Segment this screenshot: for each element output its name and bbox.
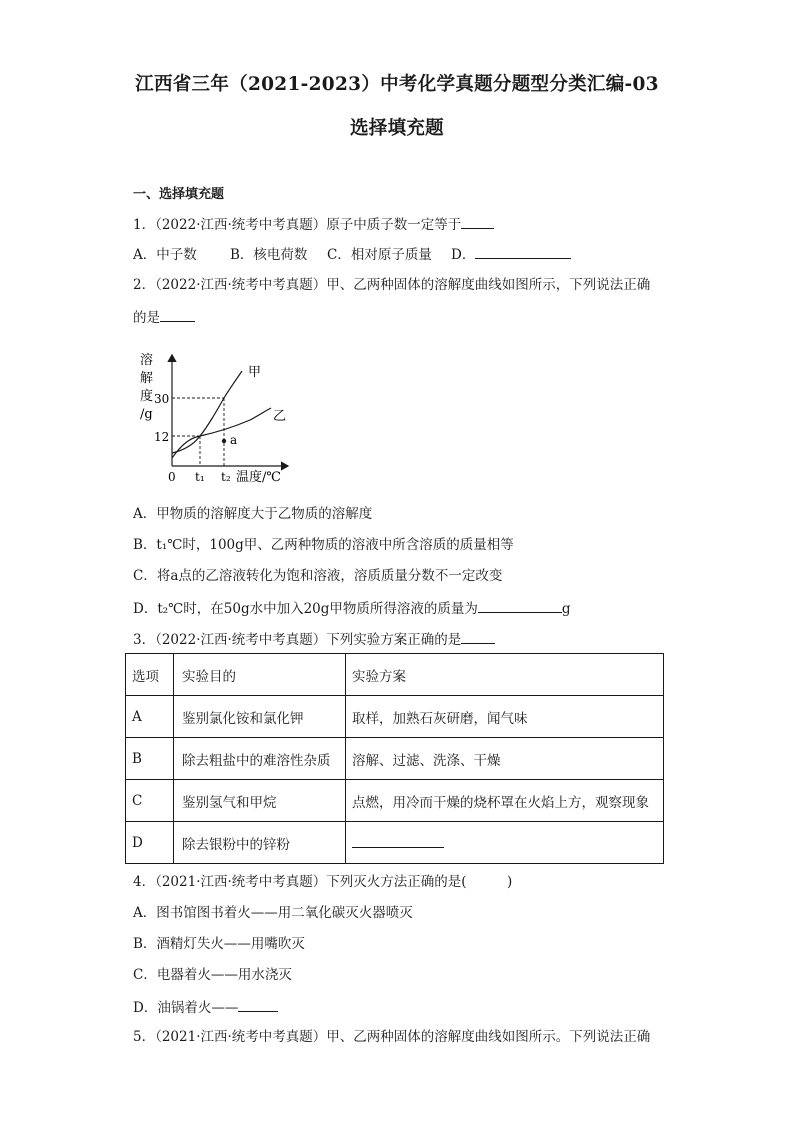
- table-cell: 鉴别氯化铵和氯化钾: [174, 696, 346, 738]
- question-5-stem: 5．（2021·江西·统考中考真题）甲、乙两种固体的溶解度曲线如图所示。下列说法正确: [133, 1029, 651, 1045]
- question-4-option-a: A．图书馆图书着火——用二氧化碳灭火器喷灭: [133, 905, 413, 921]
- question-2-option-d: [133, 598, 571, 618]
- question-2-option-b: B．t₁℃时，100g甲、乙两种物质的溶液中所含溶质的质量相等: [133, 537, 514, 553]
- question-1-stem: [133, 214, 494, 234]
- series-yi-label: 乙: [273, 409, 287, 424]
- y-axis-label-4: /g: [140, 407, 153, 422]
- table-cell: 点燃，用冷而干燥的烧杯罩在火焰上方，观察现象: [346, 780, 664, 822]
- question-4-option-c: C．电器着火——用水浇灭: [133, 967, 292, 983]
- x-tick-label: t₁: [195, 470, 205, 484]
- table-cell: C: [126, 780, 174, 822]
- answer-blank: [160, 307, 195, 322]
- option-c: C．相对原子质量: [327, 247, 432, 263]
- y-axis-label-2: 解: [140, 371, 154, 386]
- section-heading: 一、选择填充题: [133, 187, 225, 202]
- table-row: [126, 822, 664, 864]
- table-cell: 除去粗盐中的难溶性杂质: [174, 738, 346, 780]
- y-axis-label-1: 溶: [140, 353, 154, 368]
- question-3-stem: [133, 629, 495, 649]
- question-1-options: [133, 244, 571, 264]
- question-4-option-b: B．酒精灯失火——用嘴吹灭: [133, 936, 305, 952]
- table-row: [126, 738, 664, 780]
- y-axis-label-3: 度: [140, 389, 154, 404]
- option-d-text: D．油锅着火——: [133, 1000, 239, 1016]
- y-tick-label: 12: [154, 430, 170, 444]
- y-tick-label: 30: [154, 392, 170, 406]
- question-4-option-d: [133, 997, 278, 1017]
- question-2-text: 的是: [133, 310, 160, 326]
- table-row: [126, 780, 664, 822]
- question-4-stem: 4．（2021·江西·统考中考真题）下列灭火方法正确的是( ): [133, 874, 513, 890]
- option-d-text: D．t₂℃时，在50g水中加入20g甲物质所得溶液的质量为: [133, 601, 478, 617]
- question-2-option-c: C．将a点的乙溶液转化为饱和溶液，溶质质量分数不一定改变: [133, 568, 503, 584]
- answer-blank: [461, 629, 495, 644]
- table-cell: 除去银粉中的锌粉: [174, 822, 346, 864]
- question-2-stem-line1: 2．（2022·江西·统考中考真题）甲、乙两种固体的溶解度曲线如图所示，下列说法正确: [133, 277, 651, 293]
- point-a-label: a: [230, 433, 238, 447]
- table-row: [126, 696, 664, 738]
- question-1-text: 1．（2022·江西·统考中考真题）原子中质子数一定等于: [133, 217, 462, 233]
- answer-blank: [352, 833, 444, 848]
- point-a-marker: [222, 439, 226, 443]
- option-b: B．核电荷数: [230, 247, 308, 263]
- series-yi-curve: [172, 408, 271, 458]
- table-header-cell: 实验目的: [174, 654, 346, 696]
- option-d: D．: [451, 247, 476, 263]
- option-d-unit: g: [561, 601, 571, 617]
- document-title-line1: 江西省三年（2021-2023）中考化学真题分题型分类汇编-03: [135, 74, 659, 95]
- answer-blank: [475, 244, 571, 259]
- table-cell: 鉴别氢气和甲烷: [174, 780, 346, 822]
- answer-blank: [238, 997, 278, 1012]
- table-cell: A: [126, 696, 174, 738]
- question-2-option-a: A．甲物质的溶解度大于乙物质的溶解度: [133, 506, 373, 522]
- x-tick-label: t₂: [221, 470, 231, 484]
- table-cell: B: [126, 738, 174, 780]
- table-header-row: [126, 654, 664, 696]
- x-axis-label: 温度/℃: [236, 470, 281, 485]
- solubility-chart: [130, 340, 305, 485]
- question-2-stem-line2: [133, 307, 195, 327]
- question-3-text: 3．（2022·江西·统考中考真题）下列实验方案正确的是: [133, 632, 462, 648]
- origin-label: 0: [168, 470, 176, 484]
- table-cell: 取样，加熟石灰研磨，闻气味: [346, 696, 664, 738]
- option-a: A．中子数: [133, 247, 197, 263]
- table-header-cell: 选项: [126, 654, 174, 696]
- table-cell-blank: [346, 822, 664, 864]
- series-jia-label: 甲: [248, 365, 262, 380]
- table-cell: D: [126, 822, 174, 864]
- table-cell: 溶解、过滤、洗涤、干燥: [346, 738, 664, 780]
- document-title-line2: 选择填充题: [349, 118, 444, 139]
- answer-blank: [461, 214, 494, 229]
- table-header-cell: 实验方案: [346, 654, 664, 696]
- answer-blank: [478, 598, 562, 613]
- experiment-table: [125, 653, 664, 864]
